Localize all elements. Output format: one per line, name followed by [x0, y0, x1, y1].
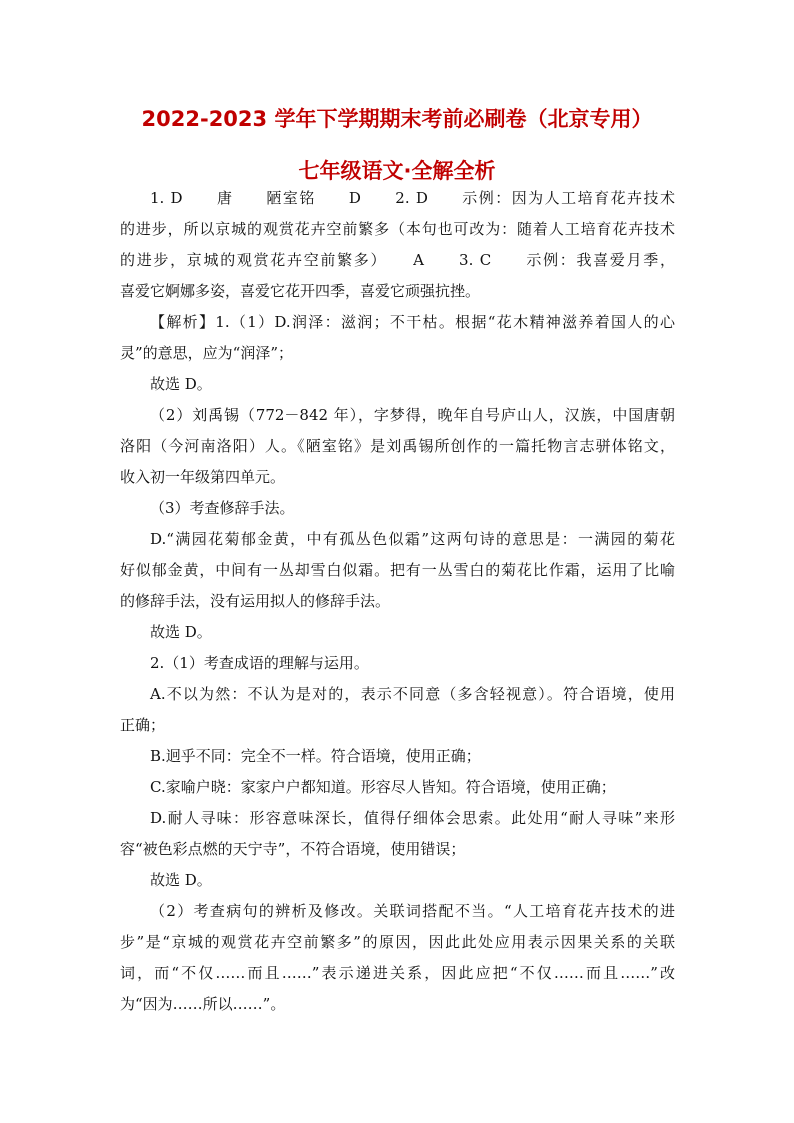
text-line: （3）考查修辞手法。 [150, 499, 295, 517]
text-line: 的进步，所以京城的观赏花卉空前繁多（本句也可改为：随着人工培育花卉技术 [120, 220, 675, 238]
text-line: （2）刘禹锡（772－842 年），字梦得，晚年自号庐山人，汉族，中国唐朝 [150, 406, 675, 424]
text-line: B.迥乎不同：完全不一样。符合语境，使用正确； [150, 747, 481, 765]
text-line: 好似郁金黄，中间有一丛却雪白似霜。把有一丛雪白的菊花比作霜，运用了比喻 [120, 561, 675, 579]
text-line: 正确； [120, 716, 166, 734]
text-line: 词，而“不仅……而且……”表示递进关系，因此应把“不仅……而且……”改 [120, 964, 675, 982]
text-line: 故选 D。 [150, 871, 212, 889]
text-line: 的进步，京城的观赏花卉空前繁多） A 3. C 示例：我喜爱月季， [120, 251, 675, 269]
text-line: 灵”的意思，应为“润泽”； [120, 344, 294, 362]
text-line: 喜爱它婀娜多姿，喜爱它花开四季，喜爱它顽强抗挫。 [120, 282, 481, 300]
text-line: （2）考查病句的辨析及修改。关联词搭配不当。“人工培育花卉技术的进 [150, 902, 675, 920]
text-line: 洛阳（今河南洛阳）人。《陋室铭》是刘禹锡所创作的一篇托物言志骈体铭文， [120, 437, 675, 455]
text-line: 2.（1）考查成语的理解与运用。 [150, 654, 369, 672]
text-line: 收入初一年级第四单元。 [120, 468, 286, 486]
document-subtitle: 七年级语文·全解全析 [298, 159, 496, 183]
text-line: 为“因为……所以……”。 [120, 995, 286, 1013]
text-line: 容“被色彩点燃的天宁寺”，不符合语境，使用错误； [120, 840, 466, 858]
text-line: A.不以为然：不认为是对的，表示不同意（多含轻视意）。符合语境，使用 [150, 685, 675, 703]
text-line: D.耐人寻味：形容意味深长，值得仔细体会思索。此处用“耐人寻味”来形 [150, 809, 675, 827]
text-line: 步”是“京城的观赏花卉空前繁多”的原因，因此此处应用表示因果关系的关联 [120, 933, 675, 951]
text-line: D.“满园花菊郁金黄，中有孤丛色似霜”这两句诗的意思是：一满园的菊花 [150, 530, 675, 548]
text-line: 故选 D。 [150, 375, 212, 393]
text-line: 故选 D。 [150, 623, 212, 641]
text-line: 1. D 唐 陋室铭 D 2. D 示例：因为人工培育花卉技术 [150, 189, 675, 207]
text-line: C.家喻户晓：家家户户都知道。形容尽人皆知。符合语境，使用正确； [150, 778, 616, 796]
document-title: 2022-2023 学年下学期期末考前必刷卷（北京专用） [141, 107, 653, 131]
text-line: 【解析】1.（1）D.润泽：滋润；不干枯。根据“花木精神滋养着国人的心 [150, 313, 675, 331]
text-line: 的修辞手法，没有运用拟人的修辞手法。 [120, 592, 391, 610]
answer-analysis-body [120, 183, 675, 1020]
